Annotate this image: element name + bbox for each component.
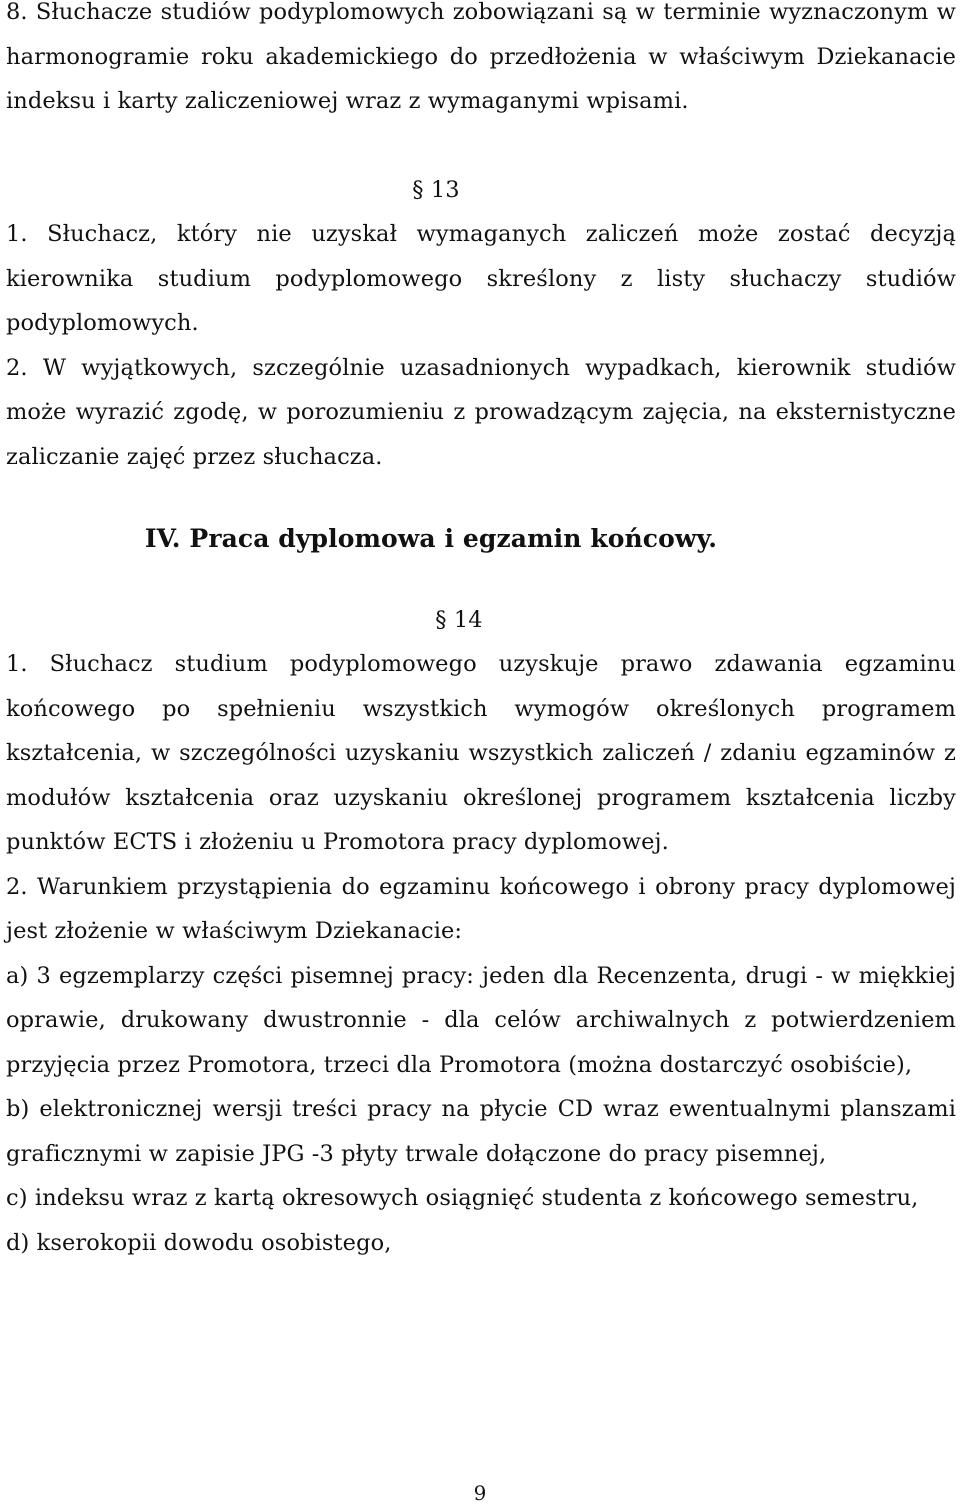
paragraph-13-2: 2. W wyjątkowych, szczególnie uzasadnionych wypadkach, kierownik studiów może wyrazić zgodę, w porozumieniu z prowadzącym zajęcia, na eksternistyczne zaliczanie zajęć przez słuchacza. <box>6 354 956 470</box>
section-13-symbol: § 13 <box>412 176 460 203</box>
list-item-d: d) kserokopii dowodu osobistego, <box>6 1229 392 1256</box>
paragraph-14-2: 2. Warunkiem przystąpienia do egzaminu końcowego i obrony pracy dyplomowej jest złożenie w właściwym Dziekanacie: <box>6 873 956 944</box>
paragraph-12-8: 8. Słuchacze studiów podyplomowych zobowiązani są w terminie wyznaczonym w harmonogramie roku akademickiego do przedłożenia w właściwym Dziekanacie indeksu i karty zaliczeniowej wraz z wymaganymi wpisami. <box>6 0 956 114</box>
chapter-heading: IV. Praca dyplomowa i egzamin końcowy. <box>144 524 718 553</box>
section-14-symbol: § 14 <box>435 606 483 633</box>
paragraph-13-1: 1. Słuchacz, który nie uzyskał wymaganych zaliczeń może zostać decyzją kierownika studium podyplomowego skreślony z listy słuchaczy studiów podyplomowych. <box>6 221 956 336</box>
list-item-b: b) elektronicznej wersji treści pracy na płycie CD wraz ewentualnymi planszami graficznymi w zapisie JPG -3 płyty trwale dołączone do pracy pisemnej, <box>6 1096 956 1167</box>
paragraph-14-1: 1. Słuchacz studium podyplomowego uzyskuje prawo zdawania egzaminu końcowego po spełnieniu wszystkich wymogów określonych programem kształcenia, w szczególności uzyskaniu wszystkich zaliczeń / zdaniu egzaminów z modułów kształcenia oraz uzyskaniu określonej programem kształcenia liczby punktów ECTS i złożeniu u Promotora pracy dyplomowej. <box>6 651 956 855</box>
list-item-c: c) indeksu wraz z kartą okresowych osiągnięć studenta z końcowego semestru, <box>6 1185 919 1211</box>
document-page <box>6 0 956 1265</box>
page-number: 9 <box>473 1481 487 1505</box>
list-item-a: a) 3 egzemplarzy części pisemnej pracy: jeden dla Recenzenta, drugi - w miękkiej oprawie, drukowany dwustronnie - dla celów archiwalnych z potwierdzeniem przyjęcia przez Promotora, trzeci dla Promotora (można dostarczyć osobiście), <box>6 962 956 1078</box>
